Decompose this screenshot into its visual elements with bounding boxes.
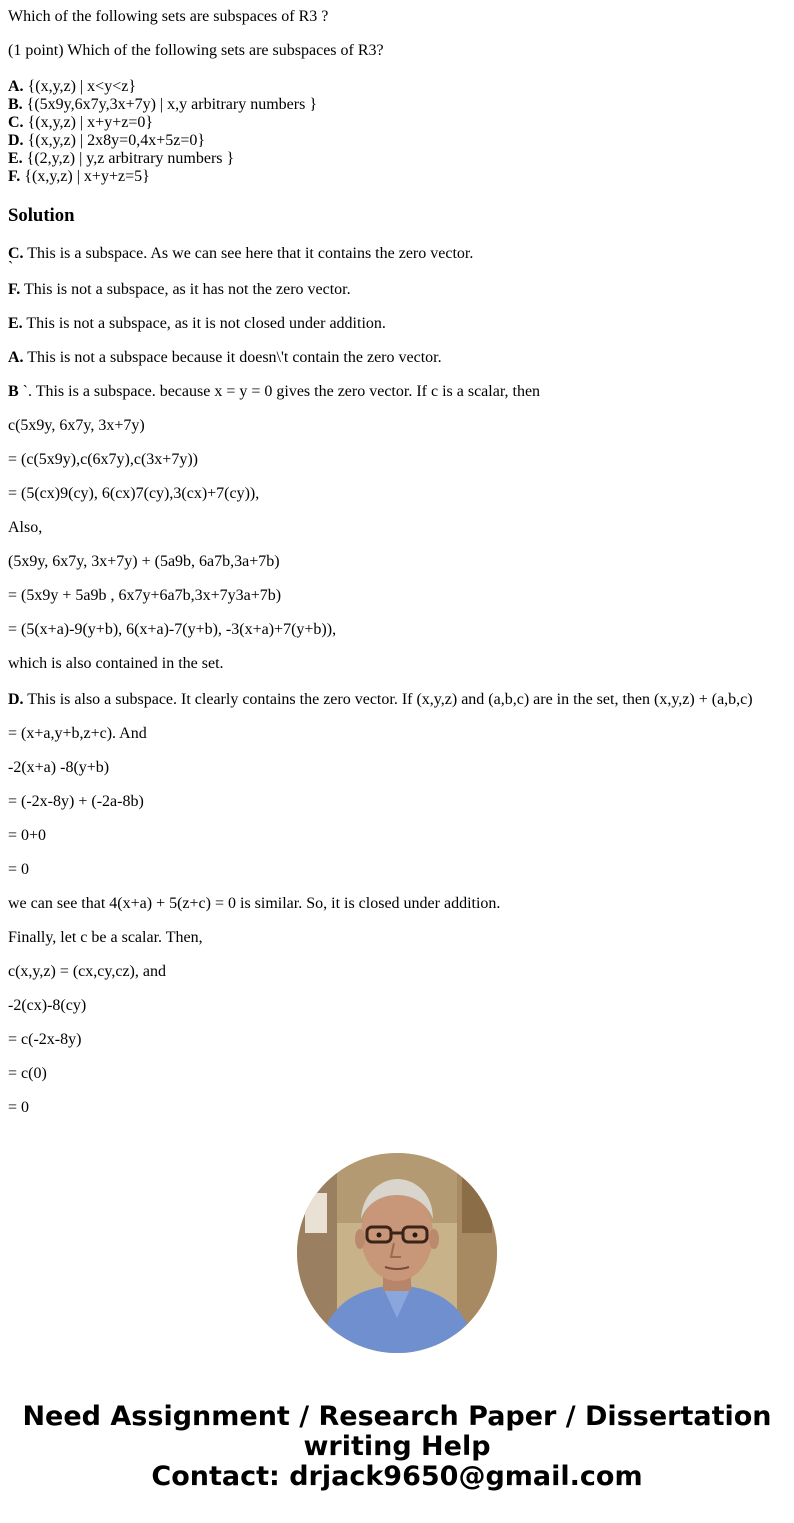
d-step-line: we can see that 4(x+a) + 5(z+c) = 0 is similar. So, it is closed under addition. bbox=[8, 895, 501, 912]
option-label: C. bbox=[8, 114, 24, 131]
option-a bbox=[8, 78, 317, 96]
option-label: A. bbox=[8, 78, 24, 95]
d-step-line: = (x+a,y+b,z+c). And bbox=[8, 725, 147, 742]
solution-b bbox=[8, 383, 540, 401]
option-e bbox=[8, 150, 317, 168]
option-f bbox=[8, 168, 317, 186]
d-step-line: = 0 bbox=[8, 1099, 30, 1116]
d-step-line: -2(cx)-8(cy) bbox=[8, 997, 87, 1014]
d-step-line: -2(x+a) -8(y+b) bbox=[8, 759, 110, 776]
option-c bbox=[8, 114, 317, 132]
b-step-line: = (5(x+a)-9(y+b), 6(x+a)-7(y+b), -3(x+a)+7(y+b)), bbox=[8, 621, 337, 638]
footer-line-2: writing Help bbox=[303, 1431, 491, 1462]
option-label: B. bbox=[8, 96, 23, 113]
stray-backtick: ` bbox=[8, 259, 14, 276]
solution-label: D. bbox=[8, 691, 24, 708]
d-step-line: = c(0) bbox=[8, 1065, 47, 1082]
b-step-line: Also, bbox=[8, 519, 43, 536]
option-text: {(x,y,z) | x+y+z=5} bbox=[20, 168, 150, 185]
author-portrait bbox=[297, 1153, 497, 1353]
option-d bbox=[8, 132, 317, 150]
option-label: E. bbox=[8, 150, 23, 167]
b-step-line: which is also contained in the set. bbox=[8, 655, 224, 672]
solution-text: This is not a subspace, as it is not closed under addition. bbox=[22, 315, 386, 332]
d-step-line: = (-2x-8y) + (-2a-8b) bbox=[8, 793, 144, 810]
b-step-line: c(5x9y, 6x7y, 3x+7y) bbox=[8, 417, 145, 434]
options-list bbox=[8, 78, 317, 186]
option-text: {(5x9y,6x7y,3x+7y) | x,y arbitrary numbers } bbox=[22, 96, 318, 113]
option-label: F. bbox=[8, 168, 21, 185]
b-step-line: = (5(cx)9(cy), 6(cx)7(cy),3(cx)+7(cy)), bbox=[8, 485, 260, 502]
solution-label: E. bbox=[8, 315, 23, 332]
solution-text: This is also a subspace. It clearly contains the zero vector. If (x,y,z) and (a,b,c) are in the set, then (x,y,z) + (a,b,c) bbox=[23, 691, 753, 708]
solution-e bbox=[8, 315, 386, 333]
solution-a bbox=[8, 349, 442, 367]
solution-label: C. bbox=[8, 245, 24, 262]
solution-d bbox=[8, 691, 753, 709]
solution-label: F. bbox=[8, 281, 21, 298]
option-text: {(2,y,z) | y,z arbitrary numbers } bbox=[22, 150, 235, 167]
option-text: {(x,y,z) | x<y<z} bbox=[23, 78, 136, 95]
b-step-line: (5x9y, 6x7y, 3x+7y) + (5a9b, 6a7b,3a+7b) bbox=[8, 553, 280, 570]
author-avatar bbox=[297, 1153, 497, 1353]
option-text: {(x,y,z) | x+y+z=0} bbox=[23, 114, 154, 131]
d-step-line: = c(-2x-8y) bbox=[8, 1031, 82, 1048]
solution-label: B bbox=[8, 383, 19, 400]
question-intro: (1 point) Which of the following sets are subspaces of R3? bbox=[8, 42, 384, 59]
b-step-line: = (5x9y + 5a9b , 6x7y+6a7b,3x+7y3a+7b) bbox=[8, 587, 282, 604]
footer-banner bbox=[0, 1402, 794, 1492]
b-step-line: = (c(5x9y),c(6x7y),c(3x+7y)) bbox=[8, 451, 198, 468]
option-text: {(x,y,z) | 2x8y=0,4x+5z=0} bbox=[23, 132, 206, 149]
solution-text: This is not a subspace because it doesn\'t contain the zero vector. bbox=[23, 349, 442, 366]
solution-text: `. This is a subspace. because x = y = 0 gives the zero vector. If c is a scalar, then bbox=[18, 383, 541, 400]
solution-label: A. bbox=[8, 349, 24, 366]
option-b bbox=[8, 96, 317, 114]
solution-heading: Solution bbox=[8, 205, 75, 226]
solution-c bbox=[8, 245, 473, 263]
solution-f bbox=[8, 281, 351, 299]
option-label: D. bbox=[8, 132, 24, 149]
footer-contact: Contact: drjack9650@gmail.com bbox=[151, 1461, 643, 1492]
d-step-line: Finally, let c be a scalar. Then, bbox=[8, 929, 203, 946]
solution-text: This is a subspace. As we can see here that it contains the zero vector. bbox=[23, 245, 474, 262]
question-title: Which of the following sets are subspaces of R3 ? bbox=[8, 8, 329, 25]
footer-line-1: Need Assignment / Research Paper / Dissertation bbox=[22, 1401, 772, 1432]
d-step-line: = 0 bbox=[8, 861, 30, 878]
solution-text: This is not a subspace, as it has not the zero vector. bbox=[20, 281, 351, 298]
d-step-line: c(x,y,z) = (cx,cy,cz), and bbox=[8, 963, 166, 980]
d-step-line: = 0+0 bbox=[8, 827, 47, 844]
